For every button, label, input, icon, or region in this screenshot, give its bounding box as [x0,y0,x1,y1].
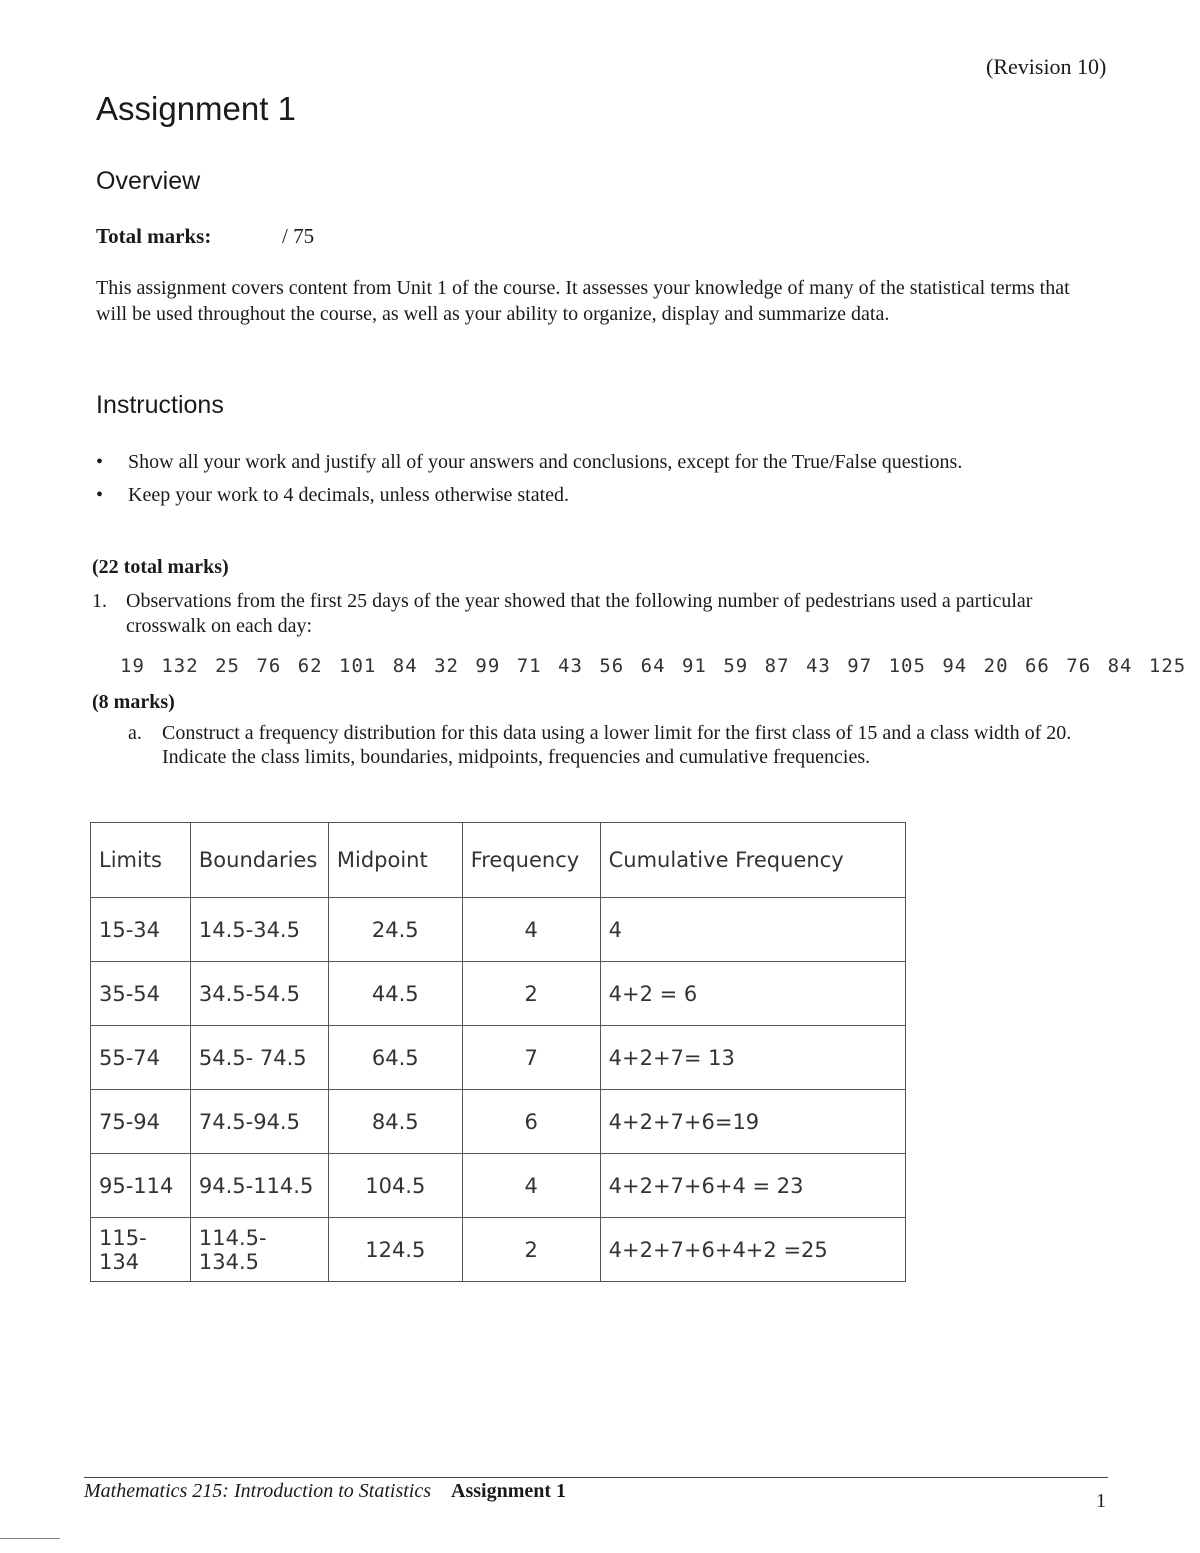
header-boundaries: Boundaries [190,823,328,898]
cell-limits: 15-34 [91,898,191,962]
part-label: a. [128,722,142,744]
cell-midpoint: 64.5 [328,1026,462,1090]
cell-limits: 55-74 [91,1026,191,1090]
section-marks: (22 total marks) [92,556,229,578]
footer-divider [84,1477,1108,1478]
page-number: 1 [1096,1490,1106,1512]
total-marks [96,224,314,249]
footer [84,1480,566,1503]
table-row [91,1090,906,1154]
total-marks-value: / 75 [282,224,315,248]
question-text: Observations from the first 25 days of the year showed that the following number of pedestrians used a particular crosswalk on each day: [126,590,1033,637]
cell-frequency: 2 [462,1218,600,1282]
table-row [91,1218,906,1282]
table-header-row [91,823,906,898]
cell-frequency: 7 [462,1026,600,1090]
cell-midpoint: 84.5 [328,1090,462,1154]
total-marks-label: Total marks: [96,224,212,248]
cell-cumulative: 4+2 = 6 [600,962,905,1026]
question-number: 1. [92,590,107,612]
cell-midpoint: 24.5 [328,898,462,962]
instruction-item: • Keep your work to 4 decimals, unless otherwise stated. [96,483,1086,508]
cell-frequency: 6 [462,1090,600,1154]
instruction-item: • Show all your work and justify all of your answers and conclusions, except for the True/False questions. [96,450,1086,475]
cell-limits: 115-134 [91,1218,191,1282]
footer-assignment: Assignment 1 [451,1480,567,1502]
cell-midpoint: 104.5 [328,1154,462,1218]
overview-heading: Overview [96,167,201,195]
cell-boundaries: 94.5-114.5 [190,1154,328,1218]
crossed-data-values: 19 132 25 76 62 101 84 32 99 71 43 56 64 91 59 87 43 97 105 94 20 66 76 84 125 [120,655,1187,677]
header-limits: Limits [91,823,191,898]
cell-midpoint: 44.5 [328,962,462,1026]
cell-frequency: 2 [462,962,600,1026]
instructions-heading: Instructions [96,391,224,419]
cell-boundaries: 34.5-54.5 [190,962,328,1026]
header-cumulative-frequency: Cumulative Frequency [600,823,905,898]
table-row [91,898,906,962]
instructions-list [96,450,1086,516]
cell-boundaries: 114.5-134.5 [190,1218,328,1282]
question-1 [92,589,1112,639]
page-title: Assignment 1 [96,90,296,127]
cell-limits: 35-54 [91,962,191,1026]
cell-cumulative: 4 [600,898,905,962]
question-1a [128,721,1078,769]
cell-cumulative: 4+2+7+6+4 = 23 [600,1154,905,1218]
part-text: Construct a frequency distribution for this data using a lower limit for the first class of 15 and a class width of 20. Indicate the class limits, boundaries, midpoints, frequencies and cumulative frequencies. [162,722,1072,768]
cell-midpoint: 124.5 [328,1218,462,1282]
cell-cumulative: 4+2+7= 13 [600,1026,905,1090]
cell-limits: 75-94 [91,1090,191,1154]
scan-edge-mark [0,1538,60,1539]
header-midpoint: Midpoint [328,823,462,898]
overview-description: This assignment covers content from Unit 1 of the course. It assesses your knowledge of many of the statistical terms that will be used throughout the course, as well as your ability to organize, display and summarize data. [96,277,1070,325]
frequency-table [90,822,906,1282]
table-row [91,962,906,1026]
cell-boundaries: 74.5-94.5 [190,1090,328,1154]
cell-frequency: 4 [462,898,600,962]
footer-course: Mathematics 215: Introduction to Statistics [84,1480,432,1502]
cell-boundaries: 54.5- 74.5 [190,1026,328,1090]
cell-boundaries: 14.5-34.5 [190,898,328,962]
cell-cumulative: 4+2+7+6+4+2 =25 [600,1218,905,1282]
cell-limits: 95-114 [91,1154,191,1218]
revision-label: (Revision 10) [986,54,1107,79]
table-row [91,1026,906,1090]
cell-frequency: 4 [462,1154,600,1218]
cell-cumulative: 4+2+7+6=19 [600,1090,905,1154]
header-frequency: Frequency [462,823,600,898]
question-marks: (8 marks) [92,691,175,713]
table-row [91,1154,906,1218]
